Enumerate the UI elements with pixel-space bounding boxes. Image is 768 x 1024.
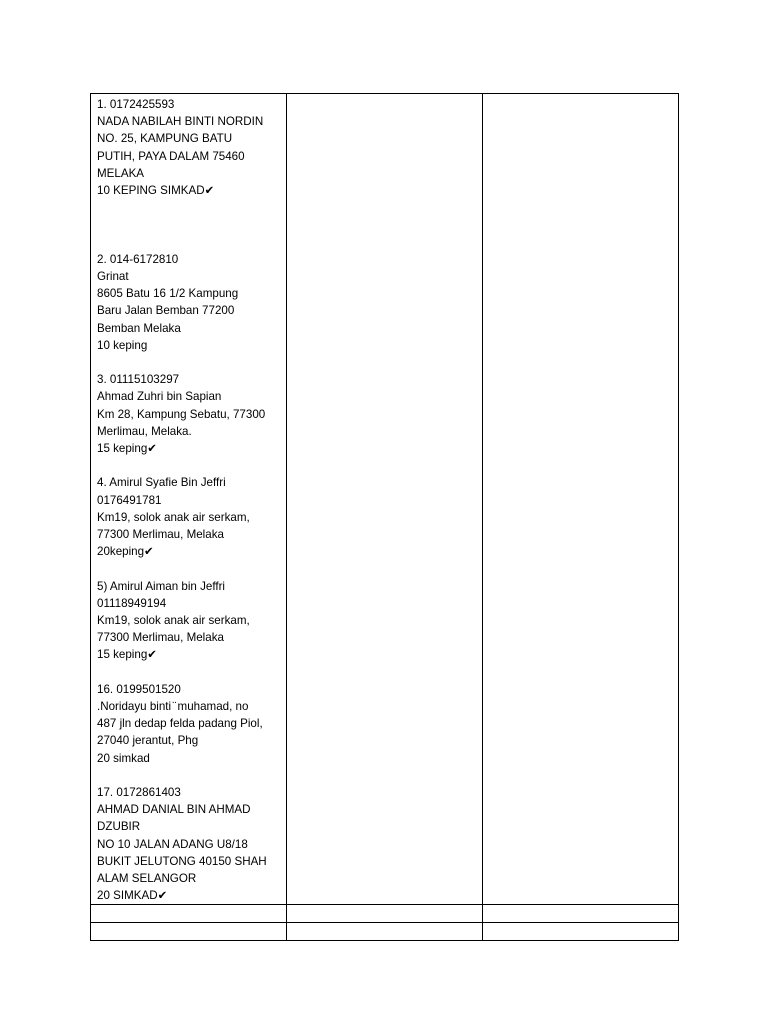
entry-line: 15 keping✔ bbox=[97, 648, 157, 662]
entry-line: 8605 Batu 16 1/2 Kampung bbox=[97, 287, 239, 301]
entry-line: 4. Amirul Syafie Bin Jeffri bbox=[97, 476, 226, 490]
list-item bbox=[97, 371, 280, 457]
entry-line: NO 10 JALAN ADANG U8/18 bbox=[97, 837, 248, 851]
table-row bbox=[91, 923, 679, 941]
entry-line: NO. 25, KAMPUNG BATU bbox=[97, 132, 233, 146]
entry-line: PUTIH, PAYA DALAM 75460 bbox=[97, 149, 245, 163]
table-cell-empty bbox=[287, 923, 483, 941]
table-cell-empty bbox=[483, 905, 679, 923]
entry-line: 487 jln dedap felda padang Piol, bbox=[97, 717, 263, 731]
entry-line: .Noridayu binti ̈ muhamad, no bbox=[97, 700, 249, 714]
table-cell-empty bbox=[91, 923, 287, 941]
entry-line: 16. 0199501520 bbox=[97, 682, 181, 696]
entry-line: Merlimau, Melaka. bbox=[97, 424, 192, 438]
entry-line: NADA NABILAH BINTI NORDIN bbox=[97, 115, 264, 129]
entry-line: Ahmad Zuhri bin Sapian bbox=[97, 390, 222, 404]
entry-line: 10 keping bbox=[97, 338, 148, 352]
entry-line: Km19, solok anak air serkam, bbox=[97, 510, 250, 524]
entry-line: Bemban Melaka bbox=[97, 321, 181, 335]
entry-line: 15 keping✔ bbox=[97, 442, 157, 456]
entry-line: 77300 Merlimau, Melaka bbox=[97, 631, 224, 645]
table-cell-addresses bbox=[91, 94, 287, 905]
entry-line: 1. 0172425593 bbox=[97, 98, 175, 111]
entry-line: 0176491781 bbox=[97, 493, 162, 507]
address-list bbox=[91, 94, 286, 904]
list-item bbox=[97, 474, 280, 560]
entry-line: 20 SIMKAD✔ bbox=[97, 889, 168, 903]
list-item bbox=[97, 784, 280, 904]
entry-line: MELAKA bbox=[97, 166, 145, 180]
entry-line: ALAM SELANGOR bbox=[97, 872, 197, 886]
entry-line: 17. 0172861403 bbox=[97, 786, 181, 800]
entry-line: 20 simkad bbox=[97, 751, 150, 765]
entry-line: 3. 01115103297 bbox=[97, 373, 180, 387]
table-row bbox=[91, 94, 679, 905]
entry-line: Km 28, Kampung Sebatu, 77300 bbox=[97, 407, 266, 421]
entry-line: Km19, solok anak air serkam, bbox=[97, 614, 250, 628]
entry-line: 27040 jerantut, Phg bbox=[97, 734, 199, 748]
list-item bbox=[97, 578, 280, 664]
table-cell-empty bbox=[91, 905, 287, 923]
entry-line: 2. 014-6172810 bbox=[97, 252, 179, 266]
address-table bbox=[90, 93, 679, 941]
entry-line: 10 KEPING SIMKAD✔ bbox=[97, 184, 215, 198]
list-item bbox=[97, 251, 280, 354]
table-row bbox=[91, 905, 679, 923]
entry-line: 5) Amirul Aiman bin Jeffri bbox=[97, 579, 226, 593]
list-item bbox=[97, 681, 280, 767]
entry-line: DZUBIR bbox=[97, 820, 141, 834]
entry-line: 01118949194 bbox=[97, 596, 167, 610]
list-item bbox=[97, 96, 280, 199]
entry-line: BUKIT JELUTONG 40150 SHAH bbox=[97, 854, 267, 868]
table-cell-empty bbox=[483, 923, 679, 941]
entry-line: Grinat bbox=[97, 270, 129, 283]
table-cell-empty bbox=[483, 94, 679, 905]
table-cell-empty bbox=[287, 94, 483, 905]
entry-line: Baru Jalan Bemban 77200 bbox=[97, 304, 235, 318]
entry-line: AHMAD DANIAL BIN AHMAD bbox=[97, 803, 251, 817]
table-cell-empty bbox=[287, 905, 483, 923]
entry-line: 77300 Merlimau, Melaka bbox=[97, 528, 224, 542]
entry-line: 20keping✔ bbox=[97, 545, 154, 559]
